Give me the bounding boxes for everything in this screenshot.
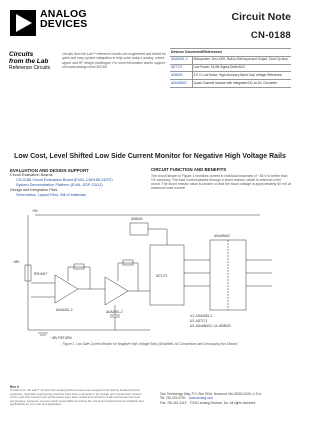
part-description: Micropower, Zero-Drift, Rail-to-Rail Input and Output, Dual Op Amp bbox=[192, 56, 291, 64]
intro-text: Circuits from the Lab™ reference circuits are engineered and tested for quick and easy system integration to help solve today's analog, mixed-signal, and RF design challenges. For more information and/or support, visit www.analog.com/CN0188. bbox=[62, 52, 167, 69]
circuits-logo-line1: Circuits bbox=[9, 51, 34, 58]
revision-label: Rev. 0 bbox=[10, 385, 20, 389]
devices-table bbox=[170, 48, 291, 88]
figure-caption: Figure 1. Low Side Current Monitor for Negative High Voltage Rails (Simplified: All Connections and Decoupling Not Shown) bbox=[62, 342, 238, 346]
telephone: Tel: 781.329.4700 bbox=[160, 396, 186, 401]
table-row bbox=[170, 56, 291, 64]
schematic-label-vneg: −48V bbox=[12, 260, 20, 264]
section-heading: EVALUATION AND DESIGN SUPPORT bbox=[10, 168, 89, 173]
body-paragraph: The circuit shown in Figure 1 monitors current in individual channels of −48 V to better than 1% accuracy. The load current passes through a shunt resistor, which is external to the circuit. The shunt resistor value is chosen so that the shunt voltage is approximately 50 mV at maximum load current. bbox=[151, 174, 291, 191]
evaluation-section bbox=[10, 168, 145, 198]
schematic-label-gnd: −48V RETURN bbox=[50, 336, 72, 340]
section-heading: CIRCUIT FUNCTION AND BENEFITS bbox=[151, 167, 227, 172]
part-link[interactable]: AD7171 bbox=[170, 64, 192, 72]
table-row bbox=[170, 64, 291, 72]
page-title: Low Cost, Level Shifted Low Side Current Monitor for Negative High Voltage Rails bbox=[14, 153, 286, 160]
schematic-label-adc: AD7171 bbox=[156, 274, 168, 278]
doc-title-block bbox=[231, 11, 291, 41]
table-row bbox=[170, 80, 291, 88]
footer-contact bbox=[160, 392, 292, 405]
address: One Technology Way, P.O. Box 9106, Norwood, MA 02062-9106, U.S.A. bbox=[160, 392, 262, 396]
circuits-from-the-lab-logo bbox=[9, 52, 57, 71]
files-label: Design and Integration Files bbox=[10, 188, 58, 192]
schematic-label-ref: AD8603 bbox=[131, 217, 143, 221]
part-link[interactable]: ADA4051-2 bbox=[170, 56, 192, 64]
board-link-1[interactable]: CN-0188 Circuit Evaluation Board (EVAL-CN0188-SDPZ) bbox=[16, 178, 113, 182]
doc-number: CN-0188 bbox=[250, 30, 291, 41]
copyright: ©2011 Analog Devices, Inc. All rights reserved. bbox=[189, 400, 256, 405]
circuits-logo-line2: from the Lab bbox=[9, 57, 49, 65]
schematic-figure bbox=[10, 205, 290, 345]
website-link[interactable]: www.analog.com bbox=[188, 396, 213, 401]
analog-devices-logo-icon bbox=[10, 10, 36, 36]
board-link-2[interactable]: System Demonstration Platform (EVAL-SDP-CB1Z) bbox=[16, 183, 103, 187]
schematic-label-amp2: ADA4051-2 bbox=[106, 310, 123, 314]
part-description: 2.5 V, Low Noise, High Accuracy Band Gap Voltage Reference bbox=[192, 72, 291, 80]
part-description: Quad-Channel Isolator with Integrated DC-to-DC Converter bbox=[192, 80, 291, 88]
schematic-note-1: U1: ADA4051-2 bbox=[190, 314, 213, 318]
schematic-note-3: U3: ADuM5402, U4: AD8603 bbox=[190, 324, 231, 328]
part-link[interactable]: AD8603 bbox=[170, 72, 192, 80]
files-link[interactable]: Schematics, Layout Files, Bill of Materials bbox=[16, 193, 87, 197]
footer-legal bbox=[10, 386, 145, 406]
brand-line2: DEVICES bbox=[40, 18, 88, 30]
circuits-logo-line3: Reference Circuits bbox=[9, 65, 51, 71]
devices-table-header: Devices Connected/Referenced bbox=[170, 49, 291, 57]
boards-label: Circuit Evaluation Boards bbox=[10, 173, 53, 177]
doc-type: Circuit Note bbox=[231, 11, 291, 23]
part-description: Low Power, 16-Bit Sigma-Delta ADC bbox=[192, 64, 291, 72]
brand-line1: ANALOG bbox=[40, 8, 87, 20]
table-row bbox=[170, 72, 291, 80]
brand-name bbox=[40, 9, 88, 29]
legal-text: Circuits from the Lab™ circuits from Analog Devices have been designed and built by Analog Devices engineers. Standard engineering practices have been employed in the design and construction of each circuit, and their function and performance have been tested and verified in a lab environment at room temperature. However, you are solely responsible for testing the circuit and determining its suitability and applicability for your use and application. bbox=[10, 388, 144, 407]
schematic-label-amp1: ADA4051-2 bbox=[56, 308, 73, 312]
part-link[interactable]: ADuM5402 bbox=[170, 80, 192, 88]
schematic-label-vdd: +5V bbox=[32, 209, 38, 213]
schematic-label-rshunt: RSHUNT bbox=[34, 272, 48, 276]
schematic-note-2: U2: AD7171 bbox=[190, 319, 208, 323]
schematic-label-iso: ADuM5402 bbox=[214, 234, 230, 238]
circuit-function-section bbox=[151, 168, 291, 190]
fax: Fax: 781.461.3113 bbox=[160, 400, 187, 405]
